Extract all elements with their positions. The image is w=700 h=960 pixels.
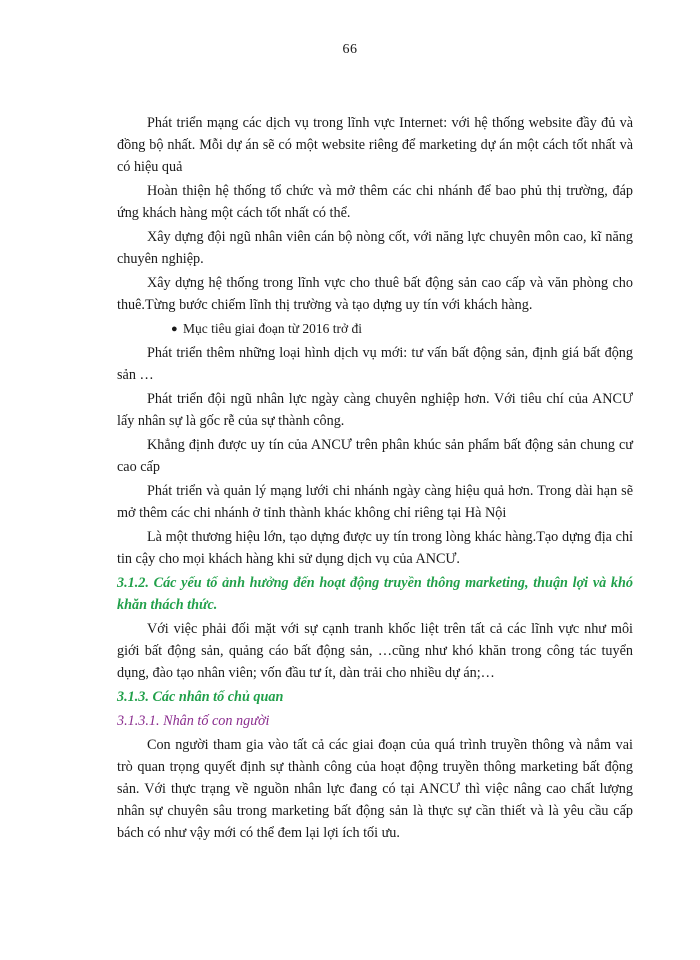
paragraph-core-staff: Xây dựng đội ngũ nhân viên cán bộ nòng cốt, với năng lực chuyên môn cao, kĩ năng chuyên nghiệp. (117, 229, 633, 267)
paragraph-internet-services: Phát triển mạng các dịch vụ trong lĩnh vực Internet: với hệ thống website đầy đủ và đồng bộ nhất. Mỗi dự án sẽ có một website riêng để marketing dự án một cách tốt nhất và có hiệu quả (117, 115, 633, 175)
paragraph-competition: Với việc phải đối mặt với sự cạnh tranh khốc liệt trên tất cả các lĩnh vực như môi giới bất động sản, quảng cáo bất động sản, …cũng như khó khăn trong công tác tuyển dụng, đào tạo nhân viên; vốn đầu tư ít, dàn trải cho nhiều dự án;… (117, 621, 633, 681)
bullet-item (117, 318, 633, 340)
page-number: 66 (342, 42, 358, 57)
page-content (117, 112, 633, 844)
heading-3-1-2: 3.1.2. Các yếu tố ảnh hưởng đến hoạt động truyền thông marketing, thuận lợi và khó khăn thách thức. (117, 575, 633, 613)
paragraph-branch-expansion: Phát triển và quản lý mạng lưới chi nhánh ngày càng hiệu quả hơn. Trong dài hạn sẽ mở thêm các chi nhánh ở tỉnh thành khác không chỉ riêng tại Hà Nội (117, 483, 633, 521)
paragraph-hr-development: Phát triển đội ngũ nhân lực ngày càng chuyên nghiệp hơn. Với tiêu chí của ANCƯ lấy nhân sự là gốc rễ của sự thành công. (117, 391, 633, 429)
bullet-icon: ● (171, 323, 178, 335)
paragraph-branch-network: Hoàn thiện hệ thống tổ chức và mở thêm các chi nhánh để bao phủ thị trường, đáp ứng khách hàng một cách tốt nhất có thể. (117, 183, 633, 221)
heading-3-1-3: 3.1.3. Các nhân tố chủ quan (117, 689, 284, 705)
paragraph-new-services: Phát triển thêm những loại hình dịch vụ mới: tư vấn bất động sản, định giá bất động sản … (117, 345, 633, 383)
paragraph-reputation: Khẳng định được uy tín của ANCƯ trên phân khúc sản phẩm bất động sản chung cư cao cấp (117, 437, 633, 475)
paragraph-brand: Là một thương hiệu lớn, tạo dựng được uy tín trong lòng khác hàng.Tạo dựng địa chỉ tin cậy cho mọi khách hàng khi sử dụng dịch vụ của ANCƯ. (117, 529, 633, 567)
heading-3-1-3-1: 3.1.3.1. Nhân tố con người (117, 713, 270, 729)
bullet-text: Mục tiêu giai đoạn từ 2016 trở đi (183, 321, 363, 336)
paragraph-human-factor: Con người tham gia vào tất cả các giai đoạn của quá trình truyền thông và nắm vai trò quan trọng quyết định sự thành công của hoạt động truyền thông marketing bất động sản. Với thực trạng về nguồn nhân lực đang có tại ANCƯ thì việc nâng cao chất lượng nhân sự chuyên sâu trong marketing bất động sản là thực sự cần thiết và là yêu cầu cấp bách có như vậy mới có thể đem lại lợi ích tối ưu. (117, 737, 633, 841)
paragraph-premium-rental: Xây dựng hệ thống trong lĩnh vực cho thuê bất động sản cao cấp và văn phòng cho thuê.Từng bước chiếm lĩnh thị trường và tạo dựng uy tín với khách hàng. (117, 275, 633, 313)
